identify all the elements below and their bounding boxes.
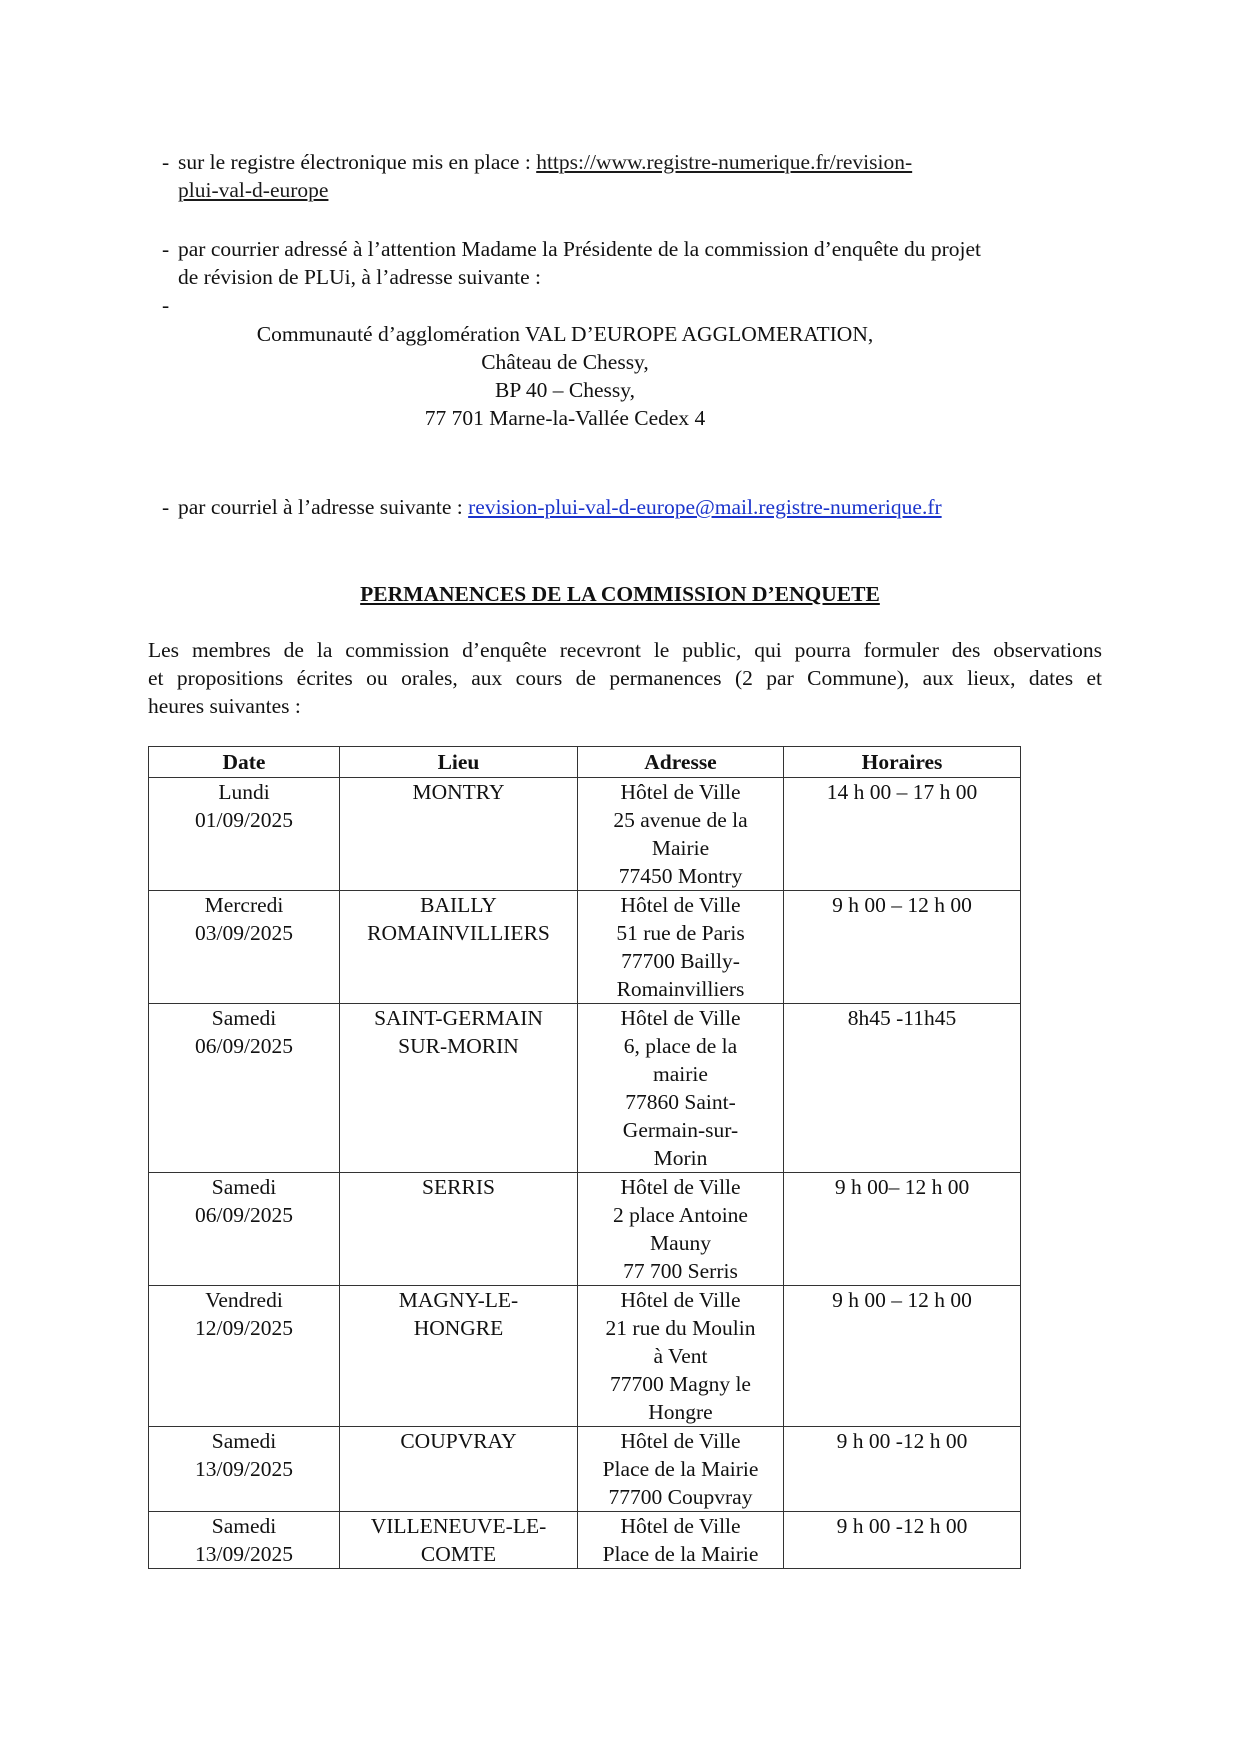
adresse-cell-line: 2 place Antoine (613, 1203, 748, 1227)
email-link[interactable]: revision-plui-val-d-europe@mail.registre-numerique.fr (468, 495, 942, 519)
date-cell (149, 1286, 340, 1427)
table-row (149, 1286, 1021, 1427)
intro-line: Les membres de la commission d’enquête recevront le public, qui pourra formuler des observations (148, 638, 1102, 662)
lieu-cell (340, 1286, 578, 1427)
adresse-cell-line: 77700 Bailly- (621, 949, 740, 973)
date-cell-line: 13/09/2025 (195, 1542, 293, 1566)
date-cell (149, 1004, 340, 1173)
adresse-cell-line: Mauny (650, 1231, 711, 1255)
adresse-cell-line: 77 700 Serris (623, 1259, 738, 1283)
horaires-cell-line: 9 h 00 -12 h 00 (836, 1429, 968, 1453)
horaires-cell-line: 14 h 00 – 17 h 00 (826, 780, 978, 804)
lieu-cell-line: SUR-MORIN (398, 1034, 519, 1058)
intro-line: heures suivantes : (148, 694, 301, 718)
lieu-cell-line: SERRIS (422, 1175, 495, 1199)
lieu-cell-line: MONTRY (412, 780, 505, 804)
bullet-dash: - (162, 237, 170, 261)
table-row (149, 1512, 1021, 1569)
registre-url-link[interactable]: https://www.registre-numerique.fr/revision- (536, 150, 913, 174)
table-row (149, 778, 1021, 891)
address-line: 77 701 Marne-la-Vallée Cedex 4 (424, 406, 706, 430)
table-row (149, 891, 1021, 1004)
registre-prefix: sur le registre électronique mis en place : (178, 150, 537, 174)
postal-address (0, 320, 1130, 432)
adresse-cell-line: 77860 Saint- (625, 1090, 736, 1114)
date-cell-line: 13/09/2025 (195, 1457, 293, 1481)
adresse-cell-line: 77700 Coupvray (608, 1485, 753, 1509)
adresse-cell (578, 778, 784, 891)
lieu-cell (340, 1512, 578, 1569)
date-cell-line: 06/09/2025 (195, 1034, 293, 1058)
date-cell (149, 1173, 340, 1286)
adresse-cell-line: Hongre (648, 1400, 713, 1424)
adresse-cell-line: 25 avenue de la (613, 808, 748, 832)
adresse-cell (578, 1173, 784, 1286)
table-row (149, 1427, 1021, 1512)
header-date: Date (149, 747, 340, 778)
lieu-cell (340, 891, 578, 1004)
adresse-cell-line: à Vent (653, 1344, 708, 1368)
lieu-cell-line: SAINT-GERMAIN (374, 1006, 543, 1030)
horaires-cell (784, 1004, 1021, 1173)
horaires-cell (784, 1427, 1021, 1512)
lieu-cell (340, 1173, 578, 1286)
empty-bullet-dash: - (162, 293, 170, 317)
table-header-row (149, 747, 1021, 778)
date-cell-line: Samedi (211, 1175, 277, 1199)
date-cell (149, 1512, 340, 1569)
date-cell-line: 03/09/2025 (195, 921, 293, 945)
date-cell-line: Mercredi (204, 893, 284, 917)
adresse-cell-line: mairie (653, 1062, 708, 1086)
date-cell-line: Samedi (211, 1006, 277, 1030)
adresse-cell-line: Romainvilliers (616, 977, 745, 1001)
adresse-cell-line: Hôtel de Ville (620, 1006, 741, 1030)
courrier-line-1: par courrier adressé à l’attention Madame la Présidente de la commission d’enquête du projet (178, 237, 981, 261)
table-row (149, 1173, 1021, 1286)
adresse-cell-line: 51 rue de Paris (616, 921, 745, 945)
intro-paragraph (148, 636, 1102, 720)
horaires-cell-line: 8h45 -11h45 (847, 1006, 957, 1030)
adresse-cell-line: Hôtel de Ville (620, 1514, 741, 1538)
date-cell-line: Samedi (211, 1514, 277, 1538)
adresse-cell (578, 1427, 784, 1512)
horaires-cell-line: 9 h 00 -12 h 00 (836, 1514, 968, 1538)
address-line: Château de Chessy, (481, 350, 649, 374)
bullet-dash: - (162, 150, 170, 174)
adresse-cell (578, 891, 784, 1004)
lieu-cell-line: VILLENEUVE-LE- (370, 1514, 547, 1538)
horaires-cell (784, 1173, 1021, 1286)
date-cell (149, 891, 340, 1004)
bullet-dash: - (162, 495, 170, 519)
header-lieu: Lieu (340, 747, 578, 778)
lieu-cell-line: ROMAINVILLIERS (367, 921, 550, 945)
date-cell-line: Samedi (211, 1429, 277, 1453)
registre-line-2 (178, 176, 328, 204)
adresse-cell-line: Mairie (651, 836, 710, 860)
registre-url-link-continued[interactable]: plui-val-d-europe (178, 178, 329, 202)
adresse-cell-line: Hôtel de Ville (620, 1175, 741, 1199)
date-cell-line: Lundi (218, 780, 270, 804)
adresse-cell-line: 6, place de la (623, 1034, 738, 1058)
lieu-cell (340, 778, 578, 891)
adresse-cell-line: Morin (653, 1146, 708, 1170)
adresse-cell-line: 77700 Magny le (610, 1372, 751, 1396)
horaires-cell-line: 9 h 00– 12 h 00 (834, 1175, 970, 1199)
adresse-cell-line: Hôtel de Ville (620, 780, 741, 804)
date-cell (149, 1427, 340, 1512)
date-cell-line: 01/09/2025 (195, 808, 293, 832)
lieu-cell-line: HONGRE (413, 1316, 504, 1340)
courriel-prefix: par courriel à l’adresse suivante : (178, 495, 469, 519)
lieu-cell (340, 1004, 578, 1173)
intro-line: et propositions écrites ou orales, aux cours de permanences (2 par Commune), aux lieux, dates et (148, 666, 1102, 690)
adresse-cell-line: 21 rue du Moulin (605, 1316, 756, 1340)
adresse-cell (578, 1286, 784, 1427)
adresse-cell-line: Place de la Mairie (602, 1457, 759, 1481)
table-row (149, 1004, 1021, 1173)
adresse-cell (578, 1512, 784, 1569)
adresse-cell-line: 77450 Montry (618, 864, 743, 888)
address-line: BP 40 – Chessy, (495, 378, 635, 402)
adresse-cell-line: Place de la Mairie (602, 1542, 759, 1566)
horaires-cell-line: 9 h 00 – 12 h 00 (832, 1288, 972, 1312)
horaires-cell (784, 1512, 1021, 1569)
adresse-cell-line: Hôtel de Ville (620, 1429, 741, 1453)
adresse-cell (578, 1004, 784, 1173)
lieu-cell-line: COUPVRAY (400, 1429, 517, 1453)
adresse-cell-line: Germain-sur- (622, 1118, 739, 1142)
date-cell-line: Vendredi (205, 1288, 283, 1312)
lieu-cell-line: COMTE (420, 1542, 497, 1566)
adresse-cell-line: Hôtel de Ville (620, 893, 741, 917)
lieu-cell-line: MAGNY-LE- (398, 1288, 519, 1312)
lieu-cell-line: BAILLY (420, 893, 497, 917)
adresse-cell-line: Hôtel de Ville (620, 1288, 741, 1312)
courriel-line (178, 493, 942, 521)
header-horaires: Horaires (784, 747, 1021, 778)
date-cell (149, 778, 340, 891)
date-cell-line: 06/09/2025 (195, 1203, 293, 1227)
date-cell-line: 12/09/2025 (195, 1316, 293, 1340)
header-adresse: Adresse (578, 747, 784, 778)
address-line: Communauté d’agglomération VAL D’EUROPE AGGLOMERATION, (256, 322, 874, 346)
table-body (149, 778, 1021, 1569)
courrier-line-2: de révision de PLUi, à l’adresse suivante : (178, 265, 542, 289)
registre-line (178, 148, 912, 176)
lieu-cell (340, 1427, 578, 1512)
horaires-cell-line: 9 h 00 – 12 h 00 (832, 893, 972, 917)
horaires-cell (784, 891, 1021, 1004)
horaires-cell (784, 1286, 1021, 1427)
section-title: PERMANENCES DE LA COMMISSION D’ENQUETE (360, 582, 880, 606)
permanences-table (148, 746, 1021, 1569)
horaires-cell (784, 778, 1021, 891)
